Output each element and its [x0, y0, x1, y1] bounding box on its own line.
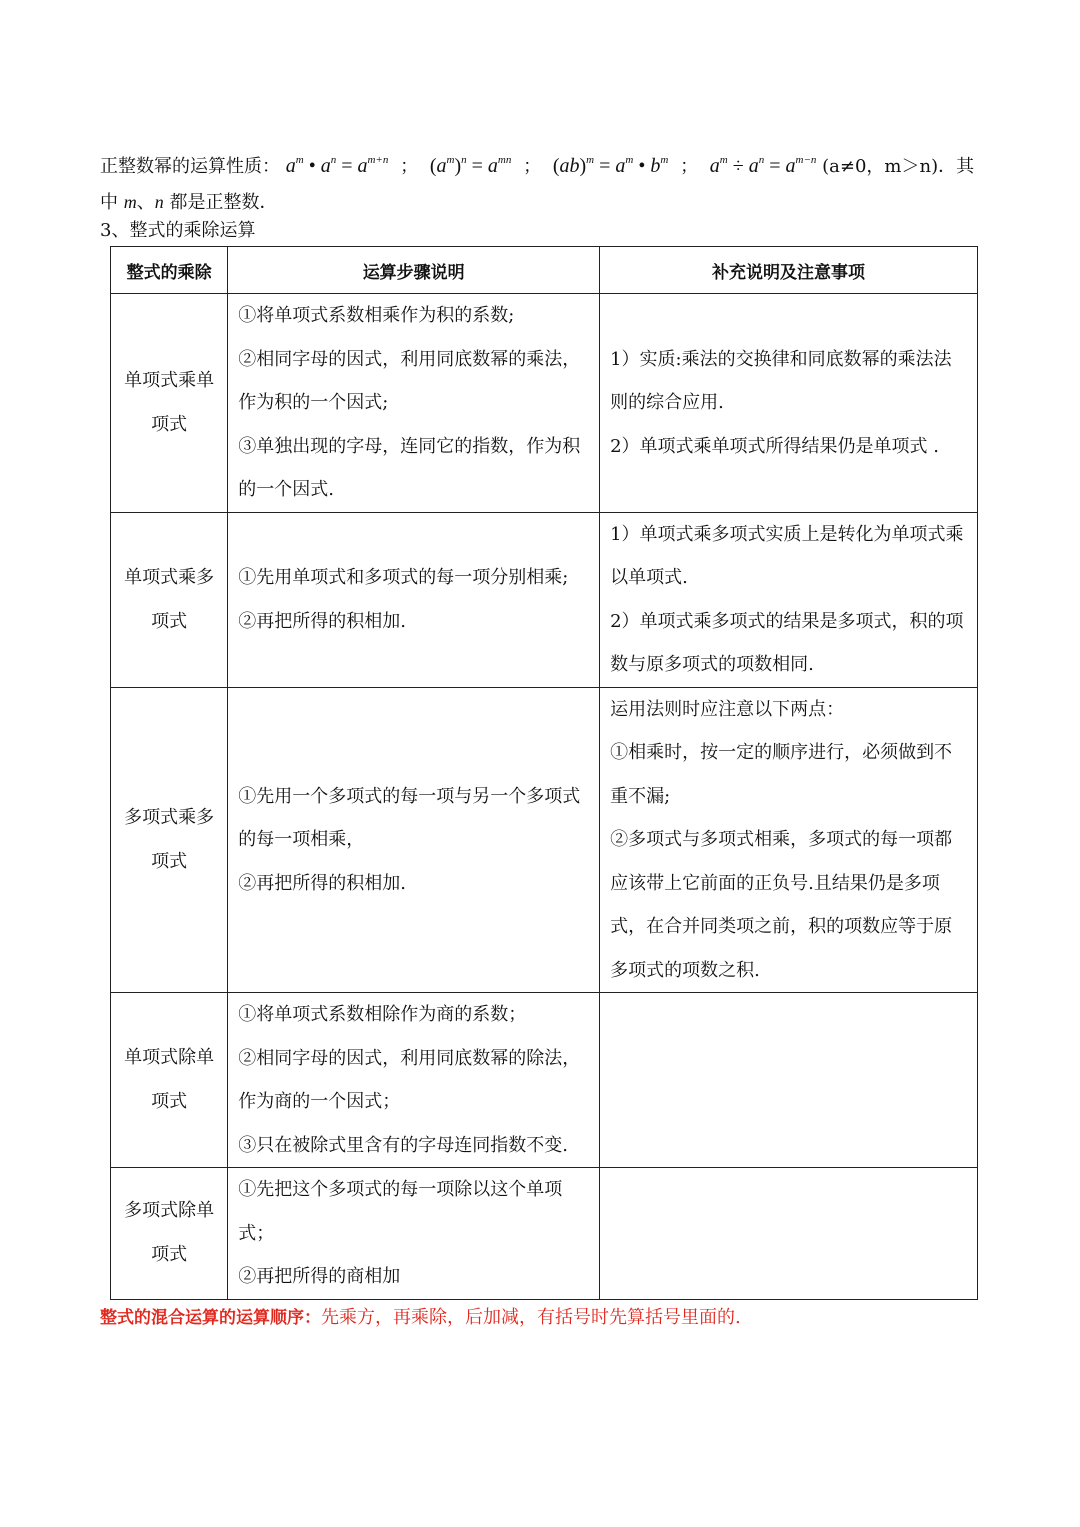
formula-power-of-power: $(a^m)^n = a^{mn}$ — [429, 154, 512, 177]
formula-product-of-powers: $a^m$ • $a^n = a^{m+n}$ — [285, 154, 389, 177]
semicolon: ； — [680, 156, 699, 177]
section-title: 3、整式的乘除运算 — [100, 220, 256, 241]
table-row — [111, 294, 978, 513]
header-cell-steps: 运算步骤说明 — [228, 247, 600, 294]
steps-cell: ①先用单项式和多项式的每一项分别相乘; ②再把所得的积相加. — [228, 512, 600, 687]
table-row — [111, 512, 978, 687]
steps-cell: ①先把这个多项式的每一项除以这个单项式； ②再把所得的商相加 — [228, 1168, 600, 1300]
table-row — [111, 687, 978, 993]
table-row — [111, 993, 978, 1168]
power-properties-line-2: 中 m、n 都是正整数． — [100, 192, 278, 213]
notes-cell: 1）实质:乘法的交换律和同底数幂的乘法法则的综合应用. 2）单项式乘单项式所得结果仍是单项式 . — [600, 294, 978, 513]
properties-prefix: 正整数幂的运算性质： — [100, 156, 280, 177]
formula-power-of-product: $(ab)^m = a^m$ • $b^m$ — [552, 154, 669, 177]
formula-quotient-of-powers: $a^m \div a^n = a^{m-n}$ — [709, 154, 817, 177]
row-name-cell: 多项式除单 项式 — [111, 1168, 228, 1300]
row-name-cell: 单项式乘单 项式 — [111, 294, 228, 513]
steps-cell: ①将单项式系数相乘作为积的系数; ②相同字母的因式，利用同底数幂的乘法，作为积的一个因式; ③单独出现的字母，连同它的指数，作为积的一个因式. — [228, 294, 600, 513]
header-cell-operation: 整式的乘除 — [111, 247, 228, 294]
row-name-cell: 单项式除单 项式 — [111, 993, 228, 1168]
multiplication-division-table — [110, 246, 978, 1300]
notes-cell: 1）单项式乘多项式实质上是转化为单项式乘以单项式. 2）单项式乘多项式的结果是多项式，积的项数与原多项式的项数相同. — [600, 512, 978, 687]
table-row — [111, 1168, 978, 1300]
formula-condition: (a≠0，m＞n)．其 — [822, 156, 975, 177]
order-note-text: 先乘方，再乘除，后加减，有括号时先算括号里面的. — [321, 1307, 741, 1328]
notes-cell — [600, 1168, 978, 1300]
table-header-row — [111, 247, 978, 294]
semicolon: ； — [523, 156, 542, 177]
notes-cell: 运用法则时应注意以下两点： ①相乘时，按一定的顺序进行，必须做到不重不漏; ②多项式与多项式相乘，多项式的每一项都应该带上它前面的正负号.且结果仍是多项式，在合并同类项之前，积的项数应等于原多项式的项数之积. — [600, 687, 978, 993]
mixed-operation-order-note — [100, 1303, 1000, 1333]
order-note-label: 整式的混合运算的运算顺序： — [100, 1308, 321, 1328]
power-properties-line — [100, 140, 990, 187]
header-cell-notes: 补充说明及注意事项 — [600, 247, 978, 294]
notes-cell — [600, 993, 978, 1168]
steps-cell: ①将单项式系数相除作为商的系数； ②相同字母的因式，利用同底数幂的除法，作为商的一个因式； ③只在被除式里含有的字母连同指数不变. — [228, 993, 600, 1168]
row-name-cell: 单项式乘多 项式 — [111, 512, 228, 687]
steps-cell: ①先用一个多项式的每一项与另一个多项式的每一项相乘， ②再把所得的积相加. — [228, 687, 600, 993]
row-name-cell: 多项式乘多 项式 — [111, 687, 228, 993]
semicolon: ； — [400, 156, 419, 177]
